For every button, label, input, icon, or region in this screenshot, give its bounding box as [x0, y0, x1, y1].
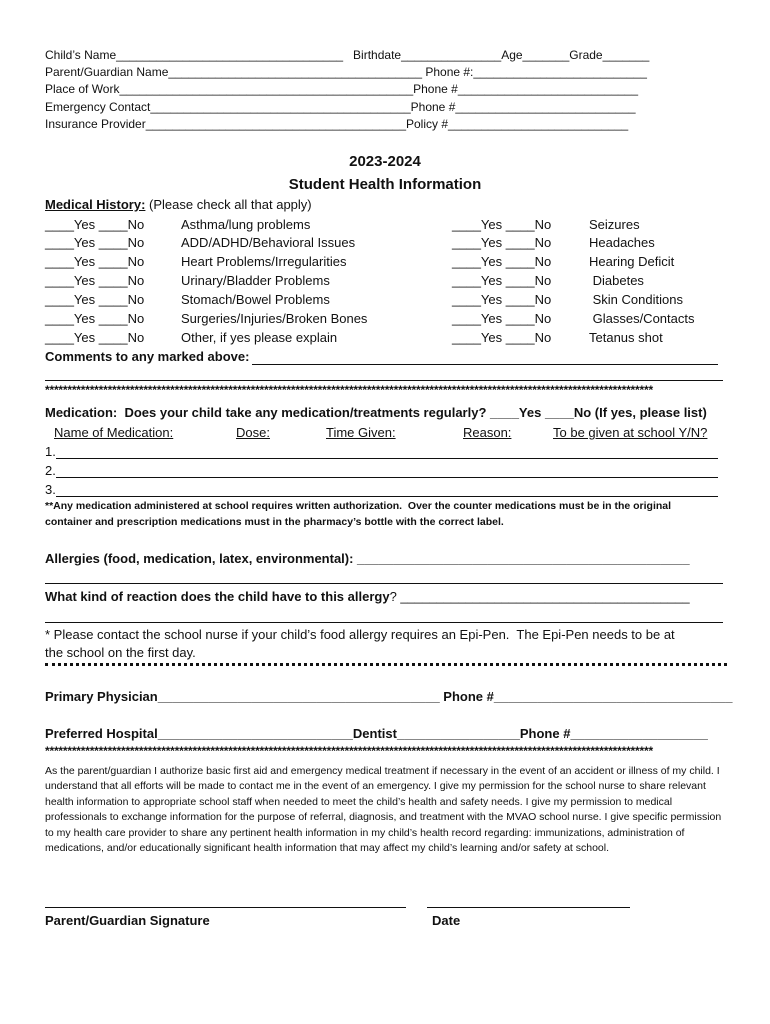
separator-2: **************************************************************************************************************************************** [45, 744, 653, 758]
epipen-note-2: the school on the first day. [45, 645, 196, 660]
parent-signature-label: Parent/Guardian Signature [45, 913, 210, 928]
medication-number-1: 1. [45, 444, 56, 459]
right-yes-no-2[interactable]: ____Yes ____No [452, 235, 552, 250]
epipen-note-1: * Please contact the school nurse if your child’s food allergy requires an Epi-Pen. The Epi-Pen needs to be at [45, 627, 675, 642]
reaction-label: What kind of reaction does the child have to this allergy [45, 589, 390, 604]
medical-history-instruction: (Please check all that apply) [145, 197, 312, 212]
date-line[interactable] [427, 907, 630, 908]
reaction-line-2[interactable] [45, 622, 723, 623]
condition-right-4: Diabetes [589, 273, 644, 288]
condition-left-3: Heart Problems/Irregularities [181, 254, 347, 269]
right-yes-no-5[interactable]: ____Yes ____No [452, 292, 552, 307]
condition-right-7: Tetanus shot [589, 330, 663, 345]
condition-right-2: Headaches [589, 235, 655, 250]
emergency-contact-line[interactable]: Emergency Contact_______________________________________Phone #___________________________ [45, 100, 636, 114]
medication-number-3: 3. [45, 482, 56, 497]
condition-left-4: Urinary/Bladder Problems [181, 273, 330, 288]
right-yes-no-6[interactable]: ____Yes ____No [452, 311, 552, 326]
left-yes-no-6[interactable]: ____Yes ____No [45, 311, 145, 326]
col-time-given: Time Given: [326, 425, 396, 440]
place-of-work-line[interactable]: Place of Work____________________________________________Phone #___________________________ [45, 82, 639, 96]
preferred-hospital-line[interactable]: Preferred Hospital___________________________Dentist_________________Phone #___________________ [45, 726, 708, 741]
reaction-blank[interactable]: ? ________________________________________ [389, 589, 690, 604]
medication-note-2: container and prescription medications must in the pharmacy’s bottle with the correct label. [45, 516, 504, 528]
left-yes-no-4[interactable]: ____Yes ____No [45, 273, 145, 288]
insurance-provider-line[interactable]: Insurance Provider_______________________________________Policy #___________________________ [45, 117, 629, 131]
allergies-line-2[interactable] [45, 583, 723, 584]
parent-signature-line[interactable] [45, 907, 406, 908]
condition-left-7: Other, if yes please explain [181, 330, 338, 345]
col-name-of-medication: Name of Medication: [54, 425, 174, 440]
condition-left-5: Stomach/Bowel Problems [181, 292, 330, 307]
left-yes-no-3[interactable]: ____Yes ____No [45, 254, 145, 269]
medical-history-label: Medical History: [45, 197, 146, 212]
childs-name-line[interactable]: Child’s Name__________________________________ Birthdate_______________Age_______Grade_______ [45, 48, 650, 62]
condition-left-2: ADD/ADHD/Behavioral Issues [181, 235, 356, 250]
right-yes-no-3[interactable]: ____Yes ____No [452, 254, 552, 269]
medical-history-heading [45, 197, 312, 212]
comments-line-1[interactable] [252, 364, 718, 365]
comments-line-2[interactable] [45, 380, 723, 381]
left-yes-no-7[interactable]: ____Yes ____No [45, 330, 145, 345]
date-label: Date [432, 913, 461, 928]
medication-note-1: **Any medication administered at school requires written authorization. Over the counter medications must be in the original [45, 500, 672, 512]
comments-label: Comments to any marked above: [45, 349, 250, 364]
page-title: Student Health Information [288, 176, 482, 193]
left-yes-no-2[interactable]: ____Yes ____No [45, 235, 145, 250]
dotted-divider [45, 663, 727, 666]
condition-left-1: Asthma/lung problems [181, 217, 311, 232]
condition-right-6: Glasses/Contacts [589, 311, 695, 326]
parent-guardian-line[interactable]: Parent/Guardian Name______________________________________ Phone #:__________________________ [45, 65, 647, 79]
condition-right-5: Skin Conditions [589, 292, 683, 307]
condition-right-3: Hearing Deficit [589, 254, 675, 269]
left-yes-no-5[interactable]: ____Yes ____No [45, 292, 145, 307]
col-given-at-school: To be given at school Y/N? [553, 425, 708, 440]
right-yes-no-1[interactable]: ____Yes ____No [452, 217, 552, 232]
separator-1: **************************************************************************************************************************************** [45, 383, 653, 397]
condition-left-6: Surgeries/Injuries/Broken Bones [181, 311, 368, 326]
primary-physician-line[interactable]: Primary Physician_______________________________________ Phone #_________________________________ [45, 689, 733, 704]
right-yes-no-7[interactable]: ____Yes ____No [452, 330, 552, 345]
col-reason: Reason: [463, 425, 512, 440]
school-year: 2023-2024 [349, 153, 421, 170]
medication-line-2[interactable] [56, 477, 718, 478]
condition-right-1: Seizures [589, 217, 640, 232]
medication-line-3[interactable] [56, 496, 718, 497]
col-dose: Dose: [236, 425, 270, 440]
right-yes-no-4[interactable]: ____Yes ____No [452, 273, 552, 288]
medication-question: Medication: Does your child take any medication/treatments regularly? ____Yes ____No (If yes, please list) [45, 405, 707, 420]
consent-statement: As the parent/guardian I authorize basic first aid and emergency medical treatment if necessary in the event of an accident or illness of my child. I understand that all efforts will be made to contact me in the event of an emergency. I give my permission for the school nurse to share relevant health information to appropriate school staff when needed to meet the child’s health and safety needs. I give my permission to medical professionals to exchange information for the purpose of referral, diagnosis, and treatment with the MVAO school nurse. I give specific permission to my health care provider to share any pertinent health information in my child’s health record regarding: immunizations, administration of medications, and/or educationally significant health information that may affect my child’s learning and/or safety at school. [45, 765, 722, 855]
left-yes-no-1[interactable]: ____Yes ____No [45, 217, 145, 232]
medication-line-1[interactable] [56, 458, 718, 459]
medication-number-2: 2. [45, 463, 56, 478]
reaction-question[interactable] [45, 589, 690, 604]
allergies-question[interactable]: Allergies (food, medication, latex, environmental): ______________________________________________ [45, 551, 690, 566]
